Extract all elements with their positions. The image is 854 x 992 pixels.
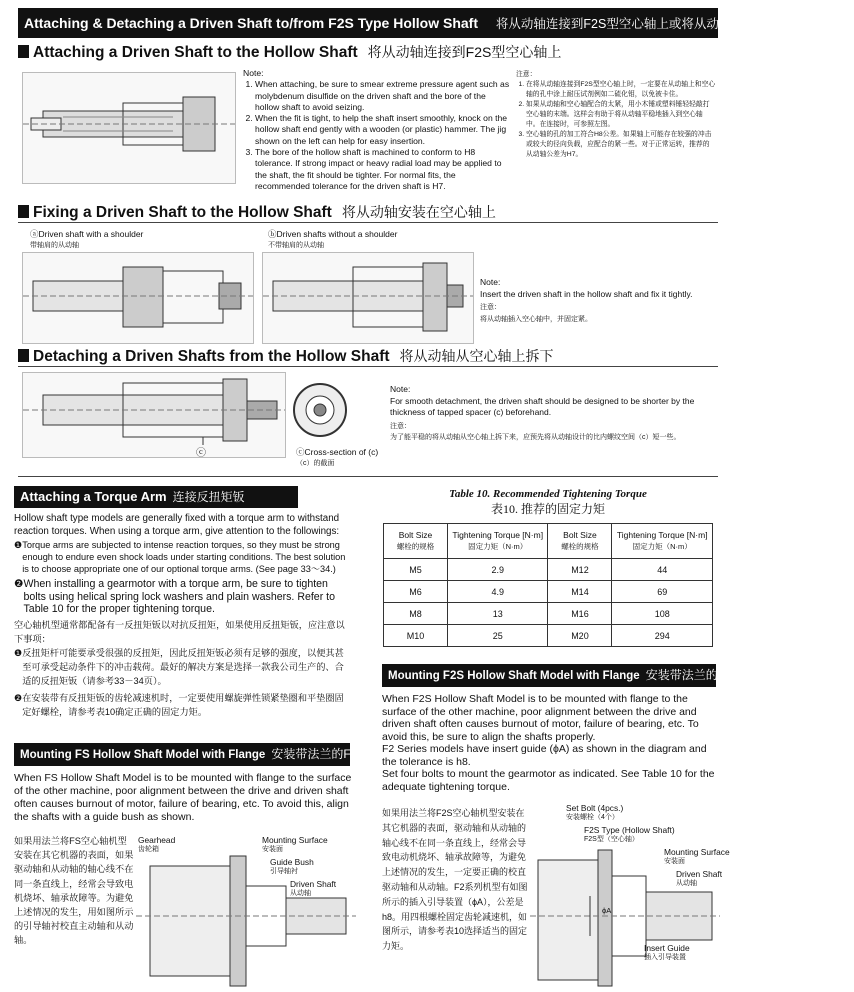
attaching-notes-cn <box>516 70 716 160</box>
label-cn: 引导轴衬 <box>270 868 298 875</box>
shaft-detaching-drawing <box>23 373 285 457</box>
header-en: Tightening Torque [N·m] <box>616 530 708 540</box>
label-en: Mounting Surface <box>262 835 328 845</box>
label-en: Mounting Surface <box>664 847 730 857</box>
header-cn: 螺栓的规格 <box>561 542 599 551</box>
table-cell: 4.9 <box>447 581 548 603</box>
f2s-flange-heading-en: Mounting F2S Hollow Shaft Model with Flange <box>388 670 640 682</box>
table-cell: 44 <box>612 559 713 581</box>
label-en: Guide Bush <box>270 857 314 867</box>
fs-flange-drawing <box>136 836 356 986</box>
torque-arm-item-2 <box>14 578 350 616</box>
table-cell: 108 <box>612 603 713 625</box>
note-item: 3. The bore of the hollow shaft is machined to conform to H8 tolerance. If strong impact or heavy radial load may be applied to the shaft, the fit should be tighter. For normal fits, the recommended tolerance for the driven shaft is H7. <box>255 147 511 192</box>
torque-arm-item-2-en: When installing a gearmotor with a torque arm, be sure to tighten bolts using helical spring lock washers and plain washers. Refer to Table 10 for the proper tightening torque. <box>23 577 335 616</box>
shaft-insertion-drawing <box>23 73 235 183</box>
label-cn: 安装螺栓（4个） <box>566 814 619 821</box>
section-marker-icon <box>18 349 29 362</box>
fixing-note-en: Insert the driven shaft in the hollow shaft and fix it tightly. <box>480 289 693 299</box>
note-label: Note: <box>243 68 264 78</box>
label-mounting-surface <box>262 836 328 854</box>
callout-c: ⓒ <box>196 448 206 459</box>
label-phi-a: ϕA <box>602 906 612 915</box>
table-cell: M10 <box>384 625 448 647</box>
table-10-block <box>383 488 713 647</box>
fixing-heading-cn: 将从动轴安装在空心轴上 <box>341 204 496 220</box>
label-guide-bush <box>270 858 314 876</box>
table-header-cell <box>548 524 612 559</box>
table-caption-en: Table 10. Recommended Tightening Torque <box>449 488 647 500</box>
fs-flange-heading-cn: 安装带法兰的FS空心轴机型 <box>271 747 419 761</box>
section-marker-icon <box>18 45 29 58</box>
attaching-notes-en <box>243 68 511 192</box>
label-set-bolt <box>566 804 623 822</box>
note-item-cn: 2. 如果从动轴和空心轴配合的太紧，用小木锤或塑料锤轻轻敲打空心轴的末端。这样会有助于将从动轴平稳地插入到空心轴中。在连接时，可参照左图。 <box>526 100 716 130</box>
torque-arm-intro-cn: 空心轴机型通常都配备有一反扭矩钣以对抗反扭矩，如果使用反扭矩钣，应注意以下事项： <box>14 620 345 645</box>
fs-flange-body-en: When FS Hollow Shaft Model is to be mounted with flange to the surface of the other machine, poor alignment between the drive and driven shaft often causes burnout of motor, failure of bearing, etc. To avoid this, align the shafts with a guide bush as shown. <box>14 772 352 823</box>
table-cell: M8 <box>384 603 448 625</box>
label-cn: 插入引导装置 <box>644 954 686 961</box>
torque-arm-heading <box>14 486 298 508</box>
header-cn: 固定力矩（N·m） <box>632 542 692 551</box>
detaching-heading <box>18 346 554 366</box>
attaching-heading <box>18 42 561 62</box>
f2s-body-paragraph: Set four bolts to mount the gearmotor as indicated. See Table 10 for the adequate tightening torque. <box>382 768 715 793</box>
fixing-note-cn: 将从动轴插入空心轴中，并固定紧。 <box>480 316 592 323</box>
cross-section-label-en: ⓒCross-section of (c) <box>296 447 379 457</box>
table-header-row <box>384 524 713 559</box>
section-marker-icon <box>18 205 29 218</box>
label-en: Gearhead <box>138 835 176 845</box>
attaching-heading-en: Attaching a Driven Shaft to the Hollow Shaft <box>33 44 358 61</box>
table-cell: 294 <box>612 625 713 647</box>
detaching-note-label-cn: 注意： <box>390 422 411 430</box>
table-cell: 2.9 <box>447 559 548 581</box>
fs-flange-diagram <box>136 836 356 986</box>
torque-arm-item-2-cn <box>14 691 350 719</box>
header-title-cn: 将从动轴连接到F2S型空心轴上或将从动轴从F2S型空心轴上拆下 <box>495 17 854 31</box>
item-marker: ❷ <box>14 577 24 590</box>
torque-arm-heading-cn: 连接反扭矩钣 <box>172 490 245 504</box>
header-en: Bolt Size <box>398 530 433 540</box>
table-cell: M6 <box>384 581 448 603</box>
fixing-a-label-cn: 带轴肩的从动轴 <box>30 242 79 249</box>
table-header-cell <box>384 524 448 559</box>
item-marker: ❶ <box>14 648 23 659</box>
table-caption-cn: 表10. 推荐的固定力矩 <box>490 502 605 516</box>
fixing-diagram-a <box>22 252 254 344</box>
f2s-flange-body-en <box>382 693 718 793</box>
label-gearhead <box>138 836 175 854</box>
fixing-b-label <box>268 228 397 250</box>
divider <box>18 476 718 477</box>
fixing-b-label-cn: 不带轴肩的从动轴 <box>268 242 324 249</box>
label-en: Set Bolt (4pcs.) <box>566 803 624 813</box>
detaching-note <box>390 384 715 443</box>
torque-arm-body <box>14 513 350 719</box>
note-item-cn: 1. 在将从动轴连接到F2S型空心轴上时，一定要在从动轴上和空心轴的孔中涂上耐压试剂例如二硫化钼，以免被卡住。 <box>526 80 716 100</box>
fixing-note-label: Note: <box>480 277 501 287</box>
table-row <box>384 559 713 581</box>
page-header <box>18 8 854 38</box>
label-mounting-surface-f2s <box>664 848 730 866</box>
label-driven-shaft <box>290 880 336 898</box>
detaching-diagram <box>22 372 286 458</box>
label-cn: 从动轴 <box>676 880 697 887</box>
table-header-cell <box>447 524 548 559</box>
cross-section-c-icon <box>290 380 350 440</box>
table-row <box>384 603 713 625</box>
table-row <box>384 581 713 603</box>
fs-flange-heading <box>14 743 419 766</box>
cross-section-label <box>296 446 378 468</box>
fixing-diagram-b <box>262 252 474 344</box>
divider <box>18 222 718 223</box>
table-row <box>384 625 713 647</box>
table-cell: 13 <box>447 603 548 625</box>
header-en: Tightening Torque [N·m] <box>452 530 544 540</box>
torque-arm-item-2-cn-text: 在安装带有反扭矩钣的齿轮减速机时，一定要使用螺旋弹性锁紧垫圈和平垫圈固定好螺栓，请参考表10确定正确的固定力矩。 <box>22 693 344 718</box>
table-cell: 69 <box>612 581 713 603</box>
f2s-body-paragraph: F2 Series models have insert guide (ϕA) as shown in the diagram and the tolerance is h8. <box>382 743 707 768</box>
note-item-cn: 3. 空心轴的孔的加工符合H8公差。如果轴上可能存在较强的冲击或较大的径向负载，应配合的紧一些。对于正常运转，推荐的从动轴公差为H7。 <box>526 130 716 160</box>
header-cn: 螺栓的规格 <box>396 542 435 551</box>
label-f2s-type <box>584 826 675 844</box>
attaching-heading-cn: 将从动轴连接到F2S型空心轴上 <box>367 44 562 60</box>
torque-arm-heading-en: Attaching a Torque Arm <box>20 489 167 504</box>
label-en: Driven Shaft <box>676 869 723 879</box>
note-label-cn: 注意： <box>516 71 537 78</box>
torque-arm-item-1-en: Torque arms are subjected to intense reaction torques, so they must be strong enough to endure even shock loads under starting conditions. The best solution is to choose appropriate one of our optional torque arms. (See page 33～34.) <box>22 539 346 575</box>
f2s-flange-body-cn: 如果用法兰将F2S空心轴机型安装在其它机器的表面，驱动轴和从动轴的轴心线不在同一条直线上，经常会导致电动机烧坏、轴承故障等，为避免上述情况的发生，一定要正确的校直驱动轴和从动轴。F2系列机型有如图所示的插入引导装置（ϕA），公差是h8。用四根螺栓固定齿轮减速机，如图所示，请参考表10选择适当的固定力矩。 <box>382 808 528 952</box>
detaching-note-en: For smooth detachment, the driven shaft should be designed to be shorter by the thickness of tapped spacer (c) beforehand. <box>390 395 695 417</box>
label-cn: 安装面 <box>262 846 283 853</box>
torque-arm-item-1-cn-text: 反扭矩杆可能要承受很强的反扭矩，因此反扭矩钣必须有足够的强度，以便其甚至可承受起动条件下的冲击载荷。最好的解决方案是选择一款我公司生产的、合适的反扭矩钣（请参考33－34页）。 <box>22 648 344 687</box>
header-cn: 固定力矩（N·m） <box>468 542 528 551</box>
table-header-cell <box>612 524 713 559</box>
fs-flange-body-cn: 如果用法兰将FS空心轴机型安装在其它机器的表面，如果驱动轴和从动轴的轴心线不在同一条直线上，经常会导致电机烧坏、轴承故障等。为避免上述情况的发生，用如图所示的引导轴衬校直主动轴和从动轴。 <box>14 836 134 946</box>
f2s-flange-heading <box>382 664 800 687</box>
torque-arm-intro-en: Hollow shaft type models are generally fixed with a torque arm to withstand reaction torques. When using a torque arm, give attention to the followings: <box>14 513 340 537</box>
table-cell: M20 <box>548 625 612 647</box>
header-en: Bolt Size <box>563 530 597 540</box>
header-title-en: Attaching & Detaching a Driven Shaft to/from F2S Type Hollow Shaft <box>24 15 479 31</box>
table-cell: M16 <box>548 603 612 625</box>
torque-arm-item-1 <box>14 539 350 576</box>
detaching-note-label: Note: <box>390 384 411 394</box>
fixing-heading-en: Fixing a Driven Shaft to the Hollow Shaft <box>33 204 332 221</box>
fixing-b-label-en: ⓑDriven shafts without a shoulder <box>268 229 398 239</box>
table-cell: M14 <box>548 581 612 603</box>
cross-section-label-cn: （c）的截面 <box>296 460 335 467</box>
label-en: F2S Type (Hollow Shaft) <box>584 825 675 835</box>
table-cell: M12 <box>548 559 612 581</box>
fixing-note-label-cn: 注意： <box>480 304 501 311</box>
label-cn: F2S型（空心轴） <box>584 836 639 843</box>
table-cell: 25 <box>447 625 548 647</box>
detaching-heading-en: Detaching a Driven Shafts from the Hollow Shaft <box>33 348 390 365</box>
fixing-a-label-en: ⓐDriven shaft with a shoulder <box>30 229 144 239</box>
fixing-heading <box>18 202 496 222</box>
f2s-body-paragraph: When F2S Hollow Shaft Model is to be mounted with flange to the surface of the other machine, poor alignment between the drive and driven shaft often causes burnout of motor, failure of bearing, etc. To avoid this, be sure to align the shafts properly. <box>382 693 699 743</box>
label-en: Driven Shaft <box>290 879 337 889</box>
note-item: 2. When the fit is tight, to help the shaft insert smoothly, knock on the hollow shaft end gently with a wooden (or plastic) hammer. The jig shown on the left can help for easy insertion. <box>255 113 511 147</box>
torque-arm-item-1-cn <box>14 646 350 688</box>
label-en: Insert Guide <box>644 943 690 953</box>
label-cn: 从动轴 <box>290 890 311 897</box>
fs-flange-heading-en: Mounting FS Hollow Shaft Model with Flange <box>20 749 266 761</box>
torque-table <box>383 523 713 647</box>
fixing-note <box>480 276 720 326</box>
cross-section-drawing <box>290 380 350 440</box>
detaching-heading-cn: 将从动轴从空心轴上拆下 <box>399 348 554 364</box>
fixing-a-label <box>30 228 143 250</box>
shaft-with-shoulder-drawing <box>23 253 253 343</box>
shaft-without-shoulder-drawing <box>263 253 473 343</box>
item-marker: ❷ <box>14 693 23 704</box>
label-cn: 安装面 <box>664 858 685 865</box>
divider <box>18 366 718 367</box>
item-marker: ❶ <box>14 539 23 550</box>
label-driven-shaft-f2s <box>676 870 722 888</box>
label-insert-guide <box>644 944 690 962</box>
attaching-diagram <box>22 72 236 184</box>
note-item: 1. When attaching, be sure to smear extreme pressure agent such as molybdenum disulfide on the driven shaft and the bore of the hollow shaft to avoid seizing. <box>255 79 511 113</box>
f2s-flange-heading-cn: 安装带法兰的F2S空心轴机型 <box>645 668 800 682</box>
label-cn: 齿轮箱 <box>138 846 159 853</box>
table-cell: M5 <box>384 559 448 581</box>
detaching-note-cn: 为了能平稳的将从动轴从空心轴上拆下来，应预先将从动轴设计的比内螺纹空间（c）短一些。 <box>390 434 681 441</box>
